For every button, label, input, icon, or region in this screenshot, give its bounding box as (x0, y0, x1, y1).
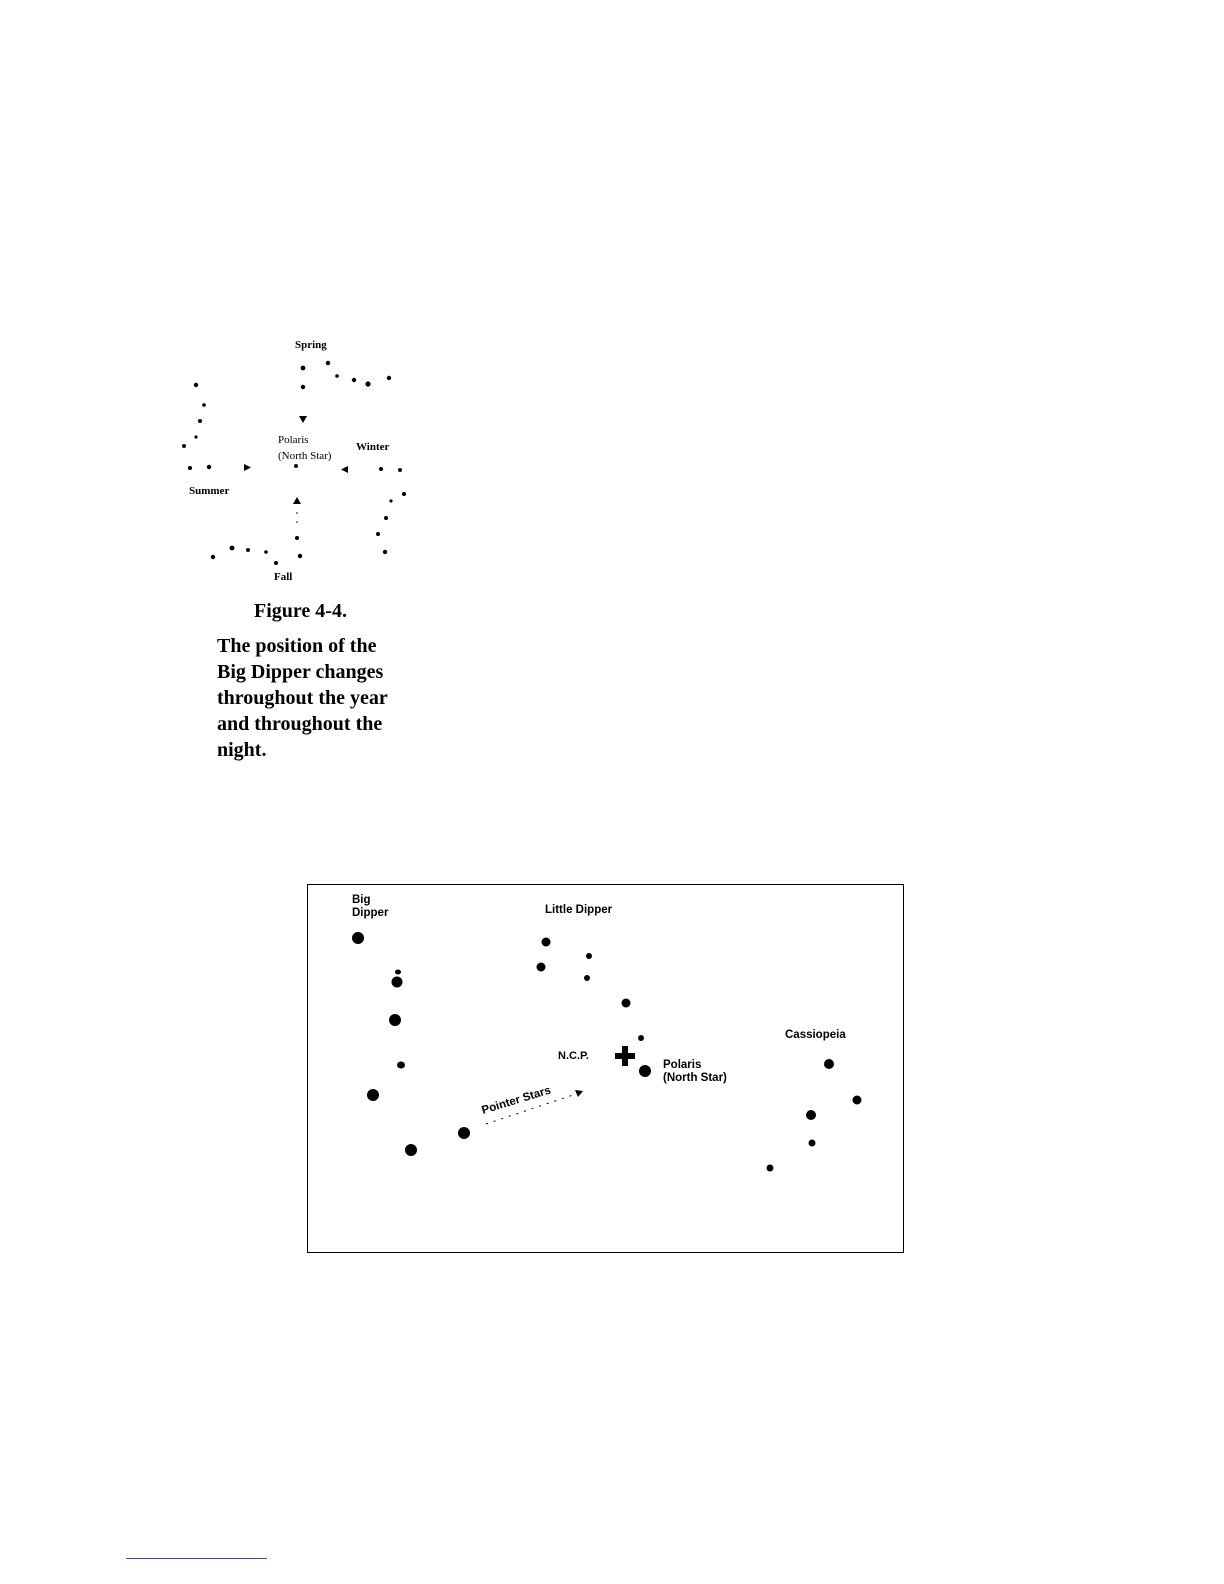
big-dipper-label-line1: Big (352, 894, 371, 906)
cassiopeia-label: Cassiopeia (785, 1029, 846, 1041)
star (395, 970, 401, 975)
star (806, 1110, 816, 1120)
star (246, 548, 250, 552)
polaris-label-line2: (North Star) (663, 1072, 727, 1084)
star (392, 977, 403, 988)
star (188, 466, 192, 470)
spring-dipper (299, 361, 391, 423)
star (211, 555, 215, 559)
star (584, 975, 590, 981)
star (194, 383, 198, 387)
star (384, 516, 388, 520)
star (767, 1165, 774, 1172)
summer-dipper (182, 383, 251, 471)
seasonal-diagram-svg (160, 330, 420, 590)
star (397, 1062, 405, 1069)
fall-dipper (211, 497, 302, 565)
star (365, 381, 370, 386)
summer-label: Summer (189, 485, 230, 497)
star (405, 1144, 417, 1156)
figure-caption-text: The position of the Big Dipper changes throughout the year and throughout the night. (217, 635, 388, 761)
star (301, 385, 305, 389)
star (379, 467, 383, 471)
big-dipper-label-line2: Dipper (352, 907, 389, 919)
northern-sky-map (307, 884, 904, 1253)
sky-map-svg (308, 885, 903, 1251)
star (352, 932, 364, 944)
pointer-arrow (299, 416, 307, 423)
star (298, 554, 302, 558)
star (389, 499, 392, 502)
star (853, 1096, 862, 1105)
star (383, 550, 387, 554)
star (398, 468, 402, 472)
star (352, 378, 356, 382)
pointer-arrow (293, 497, 301, 504)
star (367, 1089, 379, 1101)
big-dipper (352, 932, 470, 1156)
star (295, 536, 299, 540)
polaris-star (639, 1065, 651, 1077)
spring-label: Spring (295, 339, 327, 351)
star (335, 374, 339, 378)
star (274, 561, 278, 565)
star (387, 376, 391, 380)
pointer-arrow (244, 464, 251, 471)
star (622, 999, 631, 1008)
polaris-label-line1: Polaris (663, 1059, 702, 1071)
polaris-label-line2: (North Star) (278, 450, 332, 462)
star (376, 532, 380, 536)
star (182, 444, 186, 448)
polaris-label-line1: Polaris (278, 434, 309, 446)
pointer-arrow-head (575, 1090, 583, 1097)
star (296, 512, 298, 514)
star (264, 550, 268, 554)
winter-label: Winter (356, 441, 390, 453)
star (402, 492, 406, 496)
star (809, 1140, 816, 1147)
star (198, 419, 202, 423)
winter-dipper (341, 466, 406, 554)
little-dipper-label: Little Dipper (545, 904, 613, 916)
figure-caption (217, 600, 437, 763)
star (301, 366, 306, 371)
seasonal-big-dipper-diagram (160, 330, 420, 590)
star (230, 546, 235, 551)
star (542, 938, 551, 947)
ncp-label: N.C.P. (558, 1050, 589, 1062)
star (586, 953, 592, 959)
star (194, 435, 197, 438)
pointer-stars-label: Pointer Stars (480, 1084, 553, 1117)
ncp-cross-icon (615, 1046, 635, 1066)
star (638, 1035, 644, 1041)
star (202, 403, 206, 407)
cassiopeia (767, 1059, 862, 1172)
figure-number: Figure 4-4. (254, 600, 347, 622)
footnote-rule (126, 1558, 267, 1559)
pointer-star (458, 1127, 470, 1139)
star (537, 963, 546, 972)
star (326, 361, 330, 365)
fall-label: Fall (274, 571, 293, 583)
star (824, 1059, 834, 1069)
star (296, 521, 298, 523)
pointer-arrow (341, 466, 348, 473)
star (207, 465, 211, 469)
polaris-star (294, 464, 298, 468)
star (389, 1014, 401, 1026)
